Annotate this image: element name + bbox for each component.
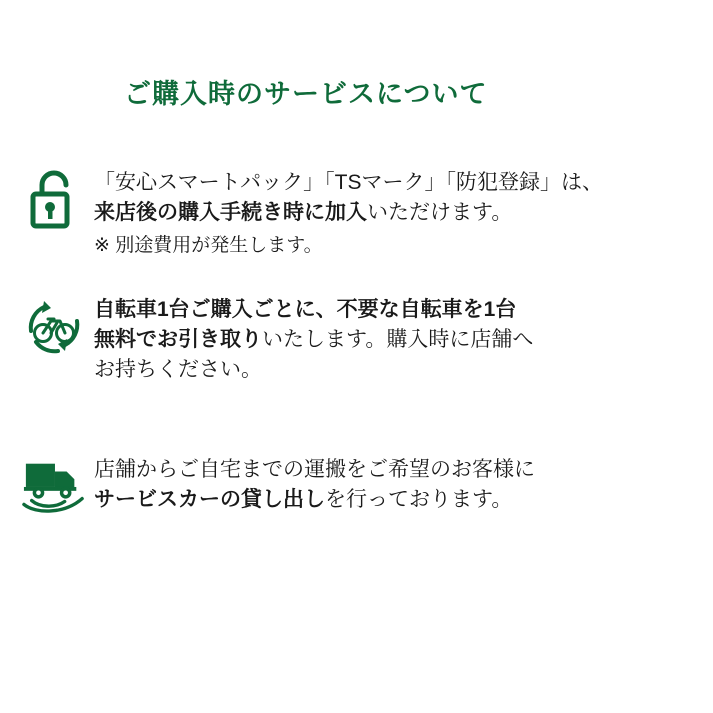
service-item-servicecar	[22, 455, 692, 517]
service-item-smartpack	[22, 168, 692, 260]
text-line	[94, 168, 692, 198]
text-line	[94, 455, 692, 485]
delivery-truck-hand-icon	[22, 455, 86, 517]
text-segment: いたします。購入時に店舗へ	[262, 327, 534, 351]
text-line	[94, 198, 692, 228]
lock-open-icon	[22, 168, 86, 230]
text-line	[94, 325, 692, 355]
service-item-tradein-text	[86, 295, 692, 384]
text-segment: いただけます。	[367, 200, 513, 224]
service-item-smartpack-note: ※ 別途費用が発生します。	[94, 234, 323, 256]
text-line	[94, 485, 692, 515]
text-segment: 店舗からご自宅までの運搬をご希望のお客様に	[94, 458, 535, 481]
text-segment-bold: 来店後の購入手続き時に加入	[94, 200, 367, 224]
text-segment: お持ちください。	[94, 357, 262, 381]
service-item-servicecar-text	[86, 455, 692, 515]
text-segment: を行っております。	[325, 487, 513, 511]
text-segment: 「安心スマートパック」「TSマーク」「防犯登録」は、	[94, 171, 603, 194]
text-line	[94, 295, 692, 325]
service-item-smartpack-text	[86, 168, 692, 260]
service-item-tradein	[22, 295, 692, 384]
text-line	[94, 355, 692, 385]
page-title: ご購入時のサービスについて	[124, 79, 488, 109]
text-segment-bold: 自転車1台ご購入ごとに、不要な自転車を1台	[94, 298, 517, 321]
bicycle-recycle-icon	[22, 295, 86, 357]
text-segment-bold: サービスカーの貸し出し	[94, 487, 325, 511]
text-segment-bold: 無料でお引き取り	[94, 327, 262, 351]
